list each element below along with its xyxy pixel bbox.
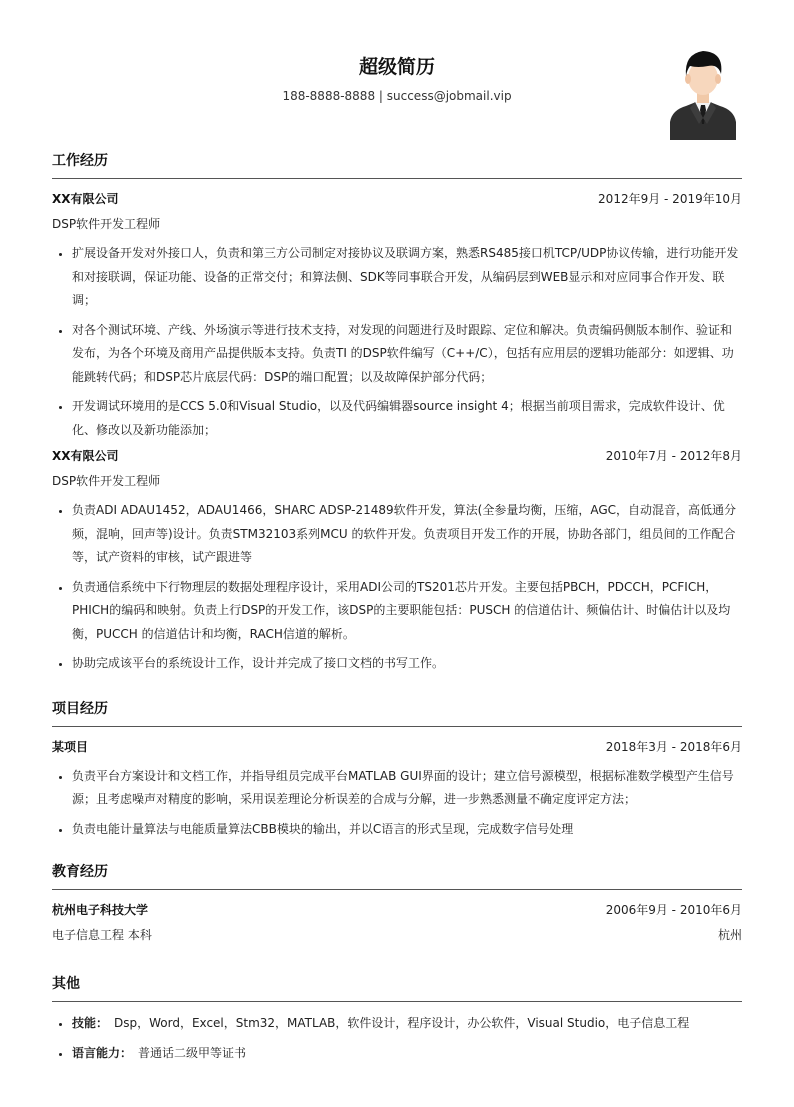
school-name: 杭州电子科技大学 <box>52 903 149 917</box>
bullet-item: • 扩展设备开发对外接口人，负责和第三方公司制定对接协议及联调方案，熟悉RS485接口机TCP/UDP协议传输，进行功能开发和对接联调，保证功能、设备的正常交付；和算法侧、SDK等同事联合开发，从编码层到WEB显示和对应同事合作开发、联调； <box>72 242 742 313</box>
work-entry <box>52 191 742 442</box>
businessman-avatar-icon <box>668 44 738 140</box>
bullet-item: • 开发调试环境用的是CCS 5.0和Visual Studio，以及代码编辑器source insight 4；根据当前项目需求，完成软件设计、优化、修改以及新功能添加； <box>72 395 742 442</box>
company-name: XX有限公司 <box>52 192 119 206</box>
work-experience-section <box>52 150 742 676</box>
bullet-item: • 负责电能计量算法与电能质量算法CBB模块的输出，并以C语言的形式呈现，完成数字信号处理 <box>72 818 742 842</box>
bullet-item: • 负责通信系统中下行物理层的数据处理程序设计，采用ADI公司的TS201芯片开发。主要包括PBCH，PDCCH，PCFICH，PHICH的编码和映射。负责上行DSP的开发工作，该DSP的主要职能包括：PUSCH 的信道估计、频偏估计、时偏估计以及均衡，PUCCH 的信道估计和均衡，RACH信道的解析。 <box>72 576 742 647</box>
project-name: 某项目 <box>52 739 89 754</box>
contact-info: 188-8888-8888 | success@jobmail.vip <box>282 89 512 103</box>
major-degree: 电子信息工程 本科 <box>52 928 152 942</box>
company-name: XX有限公司 <box>52 449 119 463</box>
education-city: 杭州 <box>717 928 742 942</box>
section-title-education: 教育经历 <box>52 861 742 890</box>
language-item <box>72 1042 742 1066</box>
education-period: 2006年9月 - 2010年6月 <box>605 903 742 917</box>
resume-header <box>52 0 742 150</box>
skills-item <box>72 1012 742 1036</box>
other-bullets <box>52 1012 742 1065</box>
project-period: 2018年3月 - 2018年6月 <box>605 739 742 754</box>
project-experience-section <box>52 698 742 842</box>
project-bullets <box>52 765 742 842</box>
bullet-item: • 负责ADI ADAU1452，ADAU1466，SHARC ADSP-21489软件开发，算法(全参量均衡，压缩，AGC，自动混音，高低通分频，混响，回声等)设计。负责STM32103系列MCU 的软件开发。负责项目开发工作的开展，协助各部门，组员间的工作配合等，试产资料的审核，试产跟进等 <box>72 499 742 570</box>
section-title-projects: 项目经历 <box>52 698 742 727</box>
work-entry <box>52 448 742 676</box>
work-bullets <box>52 499 742 676</box>
section-title-other: 其他 <box>52 973 742 1002</box>
job-title: DSP软件开发工程师 <box>52 474 161 488</box>
education-section <box>52 861 742 943</box>
bullet-item: • 协助完成该平台的系统设计工作，设计并完成了接口文档的书写工作。 <box>72 652 742 676</box>
skills-value: Dsp，Word，Excel，Stm32，MATLAB，软件设计，程序设计，办公软件，Visual Studio，电子信息工程 <box>114 1016 690 1030</box>
resume-page <box>52 0 742 1071</box>
work-period: 2012年9月 - 2019年10月 <box>598 192 742 206</box>
project-entry <box>52 739 742 842</box>
skills-label: 技能： <box>72 1016 109 1030</box>
work-bullets <box>52 242 742 442</box>
work-period: 2010年7月 - 2012年8月 <box>605 449 742 463</box>
bullet-item: • 负责平台方案设计和文档工作，并指导组员完成平台MATLAB GUI界面的设计；建立信号源模型，根据标准数学模型产生信号源；且考虑噪声对精度的影响，采用误差理论分析误差的合成与分解，进一步熟悉测量不确定度评定方法； <box>72 765 742 812</box>
bullet-item: • 对各个测试环境、产线、外场演示等进行技术支持，对发现的问题进行及时跟踪、定位和解决。负责编码侧版本制作、验证和发布，为各个环境及商用产品提供版本支持。负责TI 的DSP软件编写（C++/C），包括有应用层的逻辑功能部分：如逻辑、功能跳转代码；和DSP芯片底层代码：DSP的端口配置；以及故障保护部分代码； <box>72 319 742 390</box>
resume-title: 超级简历 <box>358 56 435 78</box>
language-value: 普通话二级甲等证书 <box>138 1045 247 1060</box>
job-title: DSP软件开发工程师 <box>52 217 161 231</box>
other-section <box>52 973 742 1065</box>
section-title-work: 工作经历 <box>52 150 742 179</box>
language-label: 语言能力： <box>72 1045 133 1060</box>
